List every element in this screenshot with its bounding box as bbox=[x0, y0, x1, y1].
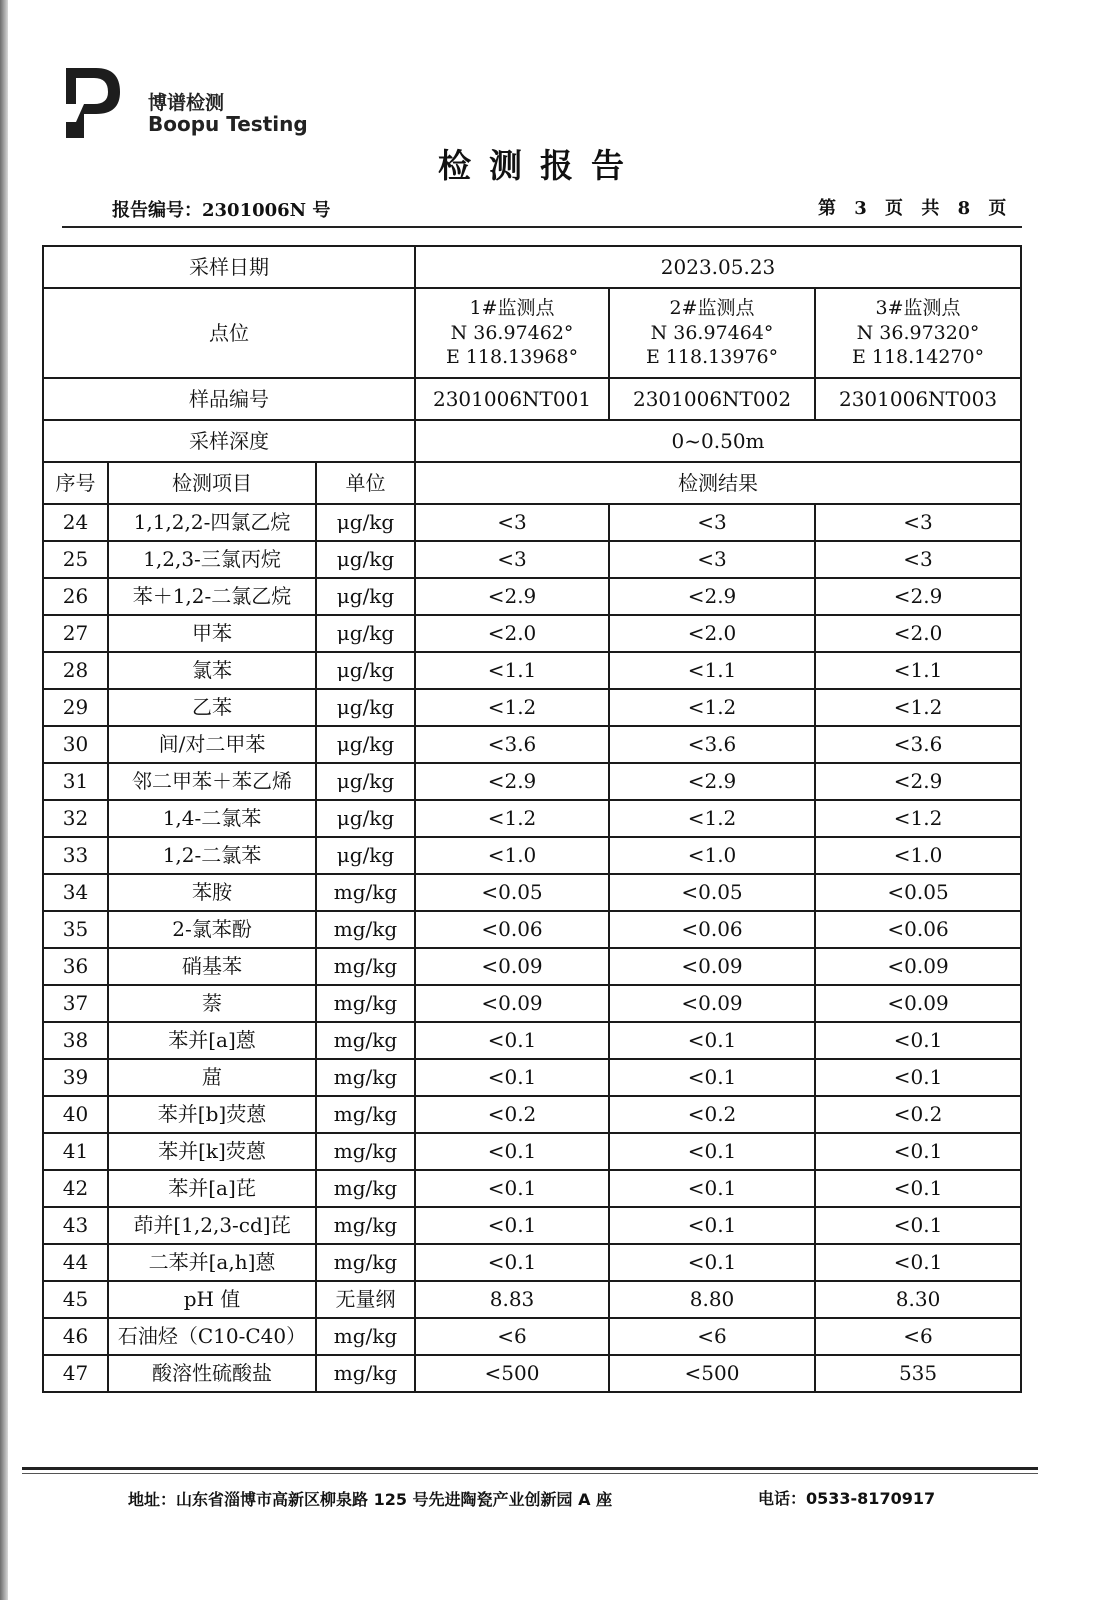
row-unit: μg/kg bbox=[316, 504, 415, 541]
row-result-2: <0.05 bbox=[609, 874, 815, 911]
row-result-2: <0.06 bbox=[609, 911, 815, 948]
row-seq: 44 bbox=[43, 1244, 108, 1281]
table-row bbox=[43, 1244, 1021, 1281]
row-result-3: <3.6 bbox=[815, 726, 1021, 763]
row-unit: 无量纲 bbox=[316, 1281, 415, 1318]
table-row bbox=[43, 652, 1021, 689]
results-table bbox=[42, 245, 1022, 1393]
depth-label: 采样深度 bbox=[43, 420, 415, 462]
sample-id-1: 2301006NT001 bbox=[415, 378, 609, 420]
row-result-3: 8.30 bbox=[815, 1281, 1021, 1318]
row-result-3: <1.1 bbox=[815, 652, 1021, 689]
row-result-1: <0.1 bbox=[415, 1022, 609, 1059]
row-result-1: <3.6 bbox=[415, 726, 609, 763]
row-result-1: <1.2 bbox=[415, 689, 609, 726]
row-unit: mg/kg bbox=[316, 874, 415, 911]
row-item: 二苯并[a,h]蒽 bbox=[108, 1244, 316, 1281]
footer-divider bbox=[22, 1467, 1038, 1470]
sample-id-row bbox=[43, 378, 1021, 420]
row-result-1: 8.83 bbox=[415, 1281, 609, 1318]
row-unit: mg/kg bbox=[316, 948, 415, 985]
table-row bbox=[43, 726, 1021, 763]
row-result-2: <500 bbox=[609, 1355, 815, 1392]
row-seq: 29 bbox=[43, 689, 108, 726]
row-unit: mg/kg bbox=[316, 985, 415, 1022]
row-result-1: <3 bbox=[415, 504, 609, 541]
row-seq: 31 bbox=[43, 763, 108, 800]
row-unit: mg/kg bbox=[316, 1318, 415, 1355]
depth-value: 0~0.50m bbox=[415, 420, 1021, 462]
table-row bbox=[43, 504, 1021, 541]
location-cell-1 bbox=[415, 288, 609, 378]
table-row bbox=[43, 1170, 1021, 1207]
row-result-1: <3 bbox=[415, 541, 609, 578]
row-item: 1,4-二氯苯 bbox=[108, 800, 316, 837]
row-seq: 41 bbox=[43, 1133, 108, 1170]
page-title: 检测报告 bbox=[438, 146, 642, 185]
row-unit: mg/kg bbox=[316, 1244, 415, 1281]
row-result-2: <0.1 bbox=[609, 1133, 815, 1170]
row-unit: μg/kg bbox=[316, 763, 415, 800]
row-unit: μg/kg bbox=[316, 726, 415, 763]
location-lon: E 118.14270° bbox=[851, 346, 985, 369]
table-row bbox=[43, 541, 1021, 578]
row-unit: μg/kg bbox=[316, 541, 415, 578]
table-row bbox=[43, 1059, 1021, 1096]
sample-id-2: 2301006NT002 bbox=[609, 378, 815, 420]
location-name: 3#监测点 bbox=[875, 296, 961, 319]
table-row bbox=[43, 800, 1021, 837]
row-result-3: <0.09 bbox=[815, 985, 1021, 1022]
row-unit: mg/kg bbox=[316, 1207, 415, 1244]
row-result-1: <2.9 bbox=[415, 763, 609, 800]
row-result-2: <0.09 bbox=[609, 948, 815, 985]
row-result-3: <0.06 bbox=[815, 911, 1021, 948]
table-row bbox=[43, 948, 1021, 985]
table-row bbox=[43, 1281, 1021, 1318]
col-header-item: 检测项目 bbox=[108, 462, 316, 504]
row-item: pH 值 bbox=[108, 1281, 316, 1318]
row-result-1: <0.1 bbox=[415, 1170, 609, 1207]
row-seq: 32 bbox=[43, 800, 108, 837]
row-unit: μg/kg bbox=[316, 837, 415, 874]
row-item: 茚并[1,2,3-cd]芘 bbox=[108, 1207, 316, 1244]
boopu-logo-icon bbox=[62, 64, 122, 142]
row-item: 苯并[b]荧蒽 bbox=[108, 1096, 316, 1133]
location-lon: E 118.13976° bbox=[645, 346, 779, 369]
row-result-1: <0.1 bbox=[415, 1244, 609, 1281]
row-unit: mg/kg bbox=[316, 1096, 415, 1133]
sampling-date-value: 2023.05.23 bbox=[415, 246, 1021, 288]
row-result-2: 8.80 bbox=[609, 1281, 815, 1318]
row-result-1: <0.09 bbox=[415, 948, 609, 985]
table-row bbox=[43, 689, 1021, 726]
table-row bbox=[43, 874, 1021, 911]
row-result-1: <0.1 bbox=[415, 1133, 609, 1170]
row-result-2: <3 bbox=[609, 541, 815, 578]
row-item: 石油烃（C10-C40） bbox=[108, 1318, 316, 1355]
row-unit: mg/kg bbox=[316, 1059, 415, 1096]
row-item: 1,1,2,2-四氯乙烷 bbox=[108, 504, 316, 541]
location-name: 1#监测点 bbox=[469, 296, 555, 319]
row-result-2: <0.1 bbox=[609, 1059, 815, 1096]
row-seq: 37 bbox=[43, 985, 108, 1022]
footer-divider-thin bbox=[22, 1473, 1038, 1474]
row-result-2: <3.6 bbox=[609, 726, 815, 763]
row-unit: μg/kg bbox=[316, 800, 415, 837]
row-result-1: <0.06 bbox=[415, 911, 609, 948]
row-item: 苯并[a]蒽 bbox=[108, 1022, 316, 1059]
row-result-1: <0.1 bbox=[415, 1207, 609, 1244]
row-result-3: <1.2 bbox=[815, 689, 1021, 726]
location-lat: N 36.97462° bbox=[450, 321, 574, 344]
column-header-row bbox=[43, 462, 1021, 504]
row-result-3: <0.1 bbox=[815, 1207, 1021, 1244]
col-header-unit: 单位 bbox=[316, 462, 415, 504]
row-item: 甲苯 bbox=[108, 615, 316, 652]
row-seq: 26 bbox=[43, 578, 108, 615]
row-seq: 39 bbox=[43, 1059, 108, 1096]
table-row bbox=[43, 763, 1021, 800]
location-lat: N 36.97320° bbox=[856, 321, 980, 344]
row-result-2: <0.1 bbox=[609, 1170, 815, 1207]
row-result-1: <1.1 bbox=[415, 652, 609, 689]
row-result-2: <1.2 bbox=[609, 800, 815, 837]
row-result-2: <0.1 bbox=[609, 1022, 815, 1059]
row-result-2: <1.2 bbox=[609, 689, 815, 726]
row-item: 2-氯苯酚 bbox=[108, 911, 316, 948]
footer-address: 地址：山东省淄博市高新区柳泉路 125 号先进陶瓷产业创新园 A 座 bbox=[128, 1490, 613, 1509]
brand-name-cn: 博谱检测 bbox=[148, 92, 225, 114]
row-result-3: <0.1 bbox=[815, 1133, 1021, 1170]
table-row bbox=[43, 615, 1021, 652]
table-row bbox=[43, 837, 1021, 874]
location-lon: E 118.13968° bbox=[445, 346, 579, 369]
row-unit: μg/kg bbox=[316, 578, 415, 615]
row-result-2: <0.1 bbox=[609, 1244, 815, 1281]
brand-name-en: Boopu Testing bbox=[148, 112, 308, 136]
row-seq: 45 bbox=[43, 1281, 108, 1318]
row-unit: mg/kg bbox=[316, 1133, 415, 1170]
col-header-result: 检测结果 bbox=[415, 462, 1021, 504]
row-seq: 47 bbox=[43, 1355, 108, 1392]
row-result-2: <3 bbox=[609, 504, 815, 541]
row-result-1: <500 bbox=[415, 1355, 609, 1392]
row-item: 萘 bbox=[108, 985, 316, 1022]
row-item: 苯＋1,2-二氯乙烷 bbox=[108, 578, 316, 615]
row-item: 苯胺 bbox=[108, 874, 316, 911]
row-result-1: <1.0 bbox=[415, 837, 609, 874]
row-result-2: <6 bbox=[609, 1318, 815, 1355]
row-seq: 42 bbox=[43, 1170, 108, 1207]
row-unit: mg/kg bbox=[316, 1170, 415, 1207]
footer-phone: 电话：0533-8170917 bbox=[758, 1489, 936, 1508]
row-result-3: <0.1 bbox=[815, 1170, 1021, 1207]
row-seq: 43 bbox=[43, 1207, 108, 1244]
row-result-3: <0.1 bbox=[815, 1022, 1021, 1059]
sampling-date-label: 采样日期 bbox=[43, 246, 415, 288]
row-seq: 24 bbox=[43, 504, 108, 541]
report-number: 报告编号：2301006N 号 bbox=[112, 200, 331, 221]
row-result-3: <1.0 bbox=[815, 837, 1021, 874]
sampling-date-row bbox=[43, 246, 1021, 288]
table-row bbox=[43, 911, 1021, 948]
row-result-3: <0.05 bbox=[815, 874, 1021, 911]
row-result-1: <0.2 bbox=[415, 1096, 609, 1133]
row-result-3: <0.09 bbox=[815, 948, 1021, 985]
row-item: 乙苯 bbox=[108, 689, 316, 726]
row-unit: μg/kg bbox=[316, 689, 415, 726]
location-label: 点位 bbox=[43, 288, 415, 378]
row-result-3: <0.1 bbox=[815, 1059, 1021, 1096]
row-result-3: <0.2 bbox=[815, 1096, 1021, 1133]
row-seq: 38 bbox=[43, 1022, 108, 1059]
location-cell-3 bbox=[815, 288, 1021, 378]
location-cell-2 bbox=[609, 288, 815, 378]
row-result-2: <0.1 bbox=[609, 1207, 815, 1244]
row-result-3: <0.1 bbox=[815, 1244, 1021, 1281]
row-seq: 30 bbox=[43, 726, 108, 763]
row-result-2: <0.09 bbox=[609, 985, 815, 1022]
row-result-3: <2.9 bbox=[815, 578, 1021, 615]
row-item: 䓛 bbox=[108, 1059, 316, 1096]
row-item: 酸溶性硫酸盐 bbox=[108, 1355, 316, 1392]
location-name: 2#监测点 bbox=[669, 296, 755, 319]
row-unit: mg/kg bbox=[316, 1355, 415, 1392]
table-row bbox=[43, 1355, 1021, 1392]
row-seq: 27 bbox=[43, 615, 108, 652]
row-unit: μg/kg bbox=[316, 652, 415, 689]
row-result-1: <6 bbox=[415, 1318, 609, 1355]
row-seq: 35 bbox=[43, 911, 108, 948]
row-item: 苯并[a]芘 bbox=[108, 1170, 316, 1207]
row-item: 苯并[k]荧蒽 bbox=[108, 1133, 316, 1170]
row-result-1: <2.9 bbox=[415, 578, 609, 615]
header-divider bbox=[62, 226, 1022, 228]
table-row bbox=[43, 1022, 1021, 1059]
row-seq: 28 bbox=[43, 652, 108, 689]
row-result-1: <1.2 bbox=[415, 800, 609, 837]
location-row bbox=[43, 288, 1021, 378]
row-result-1: <0.1 bbox=[415, 1059, 609, 1096]
row-result-3: <3 bbox=[815, 541, 1021, 578]
row-result-2: <0.2 bbox=[609, 1096, 815, 1133]
table-row bbox=[43, 985, 1021, 1022]
row-result-2: <1.0 bbox=[609, 837, 815, 874]
table-row bbox=[43, 578, 1021, 615]
row-seq: 40 bbox=[43, 1096, 108, 1133]
row-result-2: <2.9 bbox=[609, 578, 815, 615]
table-row bbox=[43, 1096, 1021, 1133]
row-item: 1,2-二氯苯 bbox=[108, 837, 316, 874]
row-seq: 25 bbox=[43, 541, 108, 578]
row-item: 硝基苯 bbox=[108, 948, 316, 985]
row-result-3: <1.2 bbox=[815, 800, 1021, 837]
row-result-1: <0.05 bbox=[415, 874, 609, 911]
row-result-3: <6 bbox=[815, 1318, 1021, 1355]
row-seq: 34 bbox=[43, 874, 108, 911]
row-unit: mg/kg bbox=[316, 1022, 415, 1059]
table-row bbox=[43, 1318, 1021, 1355]
table-row bbox=[43, 1133, 1021, 1170]
row-seq: 33 bbox=[43, 837, 108, 874]
row-result-3: 535 bbox=[815, 1355, 1021, 1392]
row-item: 1,2,3-三氯丙烷 bbox=[108, 541, 316, 578]
row-result-2: <2.0 bbox=[609, 615, 815, 652]
col-header-seq: 序号 bbox=[43, 462, 108, 504]
row-item: 邻二甲苯＋苯乙烯 bbox=[108, 763, 316, 800]
page-edge-shadow bbox=[0, 0, 8, 1600]
row-result-2: <1.1 bbox=[609, 652, 815, 689]
row-result-2: <2.9 bbox=[609, 763, 815, 800]
page-number: 第 3 页 共 8 页 bbox=[818, 198, 1013, 219]
row-seq: 36 bbox=[43, 948, 108, 985]
row-unit: mg/kg bbox=[316, 911, 415, 948]
row-result-3: <2.9 bbox=[815, 763, 1021, 800]
row-unit: μg/kg bbox=[316, 615, 415, 652]
row-item: 间/对二甲苯 bbox=[108, 726, 316, 763]
depth-row bbox=[43, 420, 1021, 462]
row-result-1: <2.0 bbox=[415, 615, 609, 652]
sample-id-label: 样品编号 bbox=[43, 378, 415, 420]
row-result-1: <0.09 bbox=[415, 985, 609, 1022]
row-seq: 46 bbox=[43, 1318, 108, 1355]
row-item: 氯苯 bbox=[108, 652, 316, 689]
table-row bbox=[43, 1207, 1021, 1244]
row-result-3: <2.0 bbox=[815, 615, 1021, 652]
row-result-3: <3 bbox=[815, 504, 1021, 541]
sample-id-3: 2301006NT003 bbox=[815, 378, 1021, 420]
location-lat: N 36.97464° bbox=[650, 321, 774, 344]
